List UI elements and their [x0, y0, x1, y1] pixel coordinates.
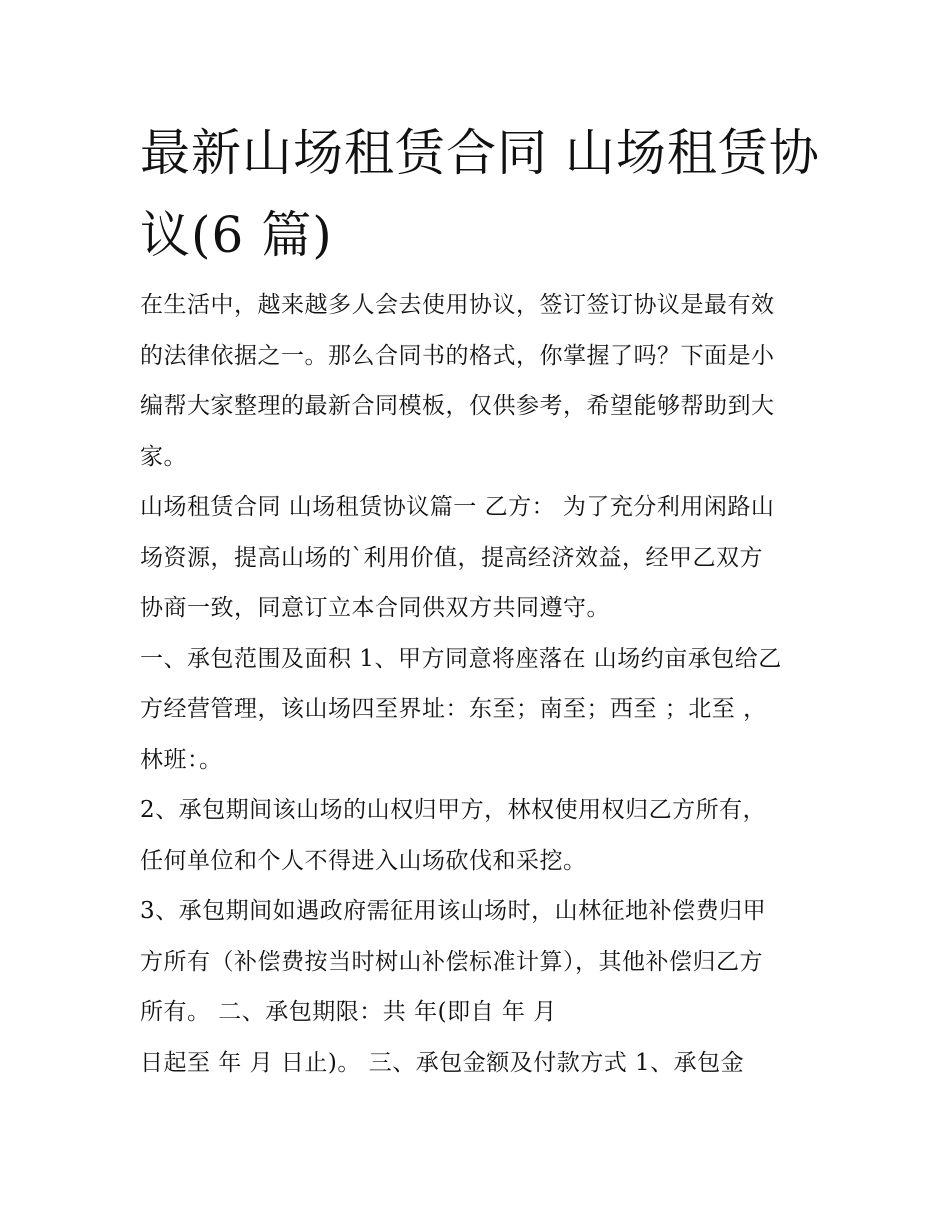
document-body — [140, 280, 820, 1088]
body-line: 林班：。 — [140, 746, 223, 773]
body-line: 2、承包期间该山场的山权归甲方，林权使用权归乙方所有， — [140, 797, 767, 823]
body-line: 所有。 二、承包期限：共 年(即自 年 月 — [140, 999, 557, 1025]
body-line: 日起至 年 月 日止)。 三、承包金额及付款方式 1、承包金 — [140, 1049, 745, 1076]
body-line: 3、承包期间如遇政府需征用该山场时，山林征地补偿费归甲 — [140, 898, 767, 924]
title-line: 最新山场租赁合同 山场租赁协 — [140, 124, 820, 182]
body-line: 在生活中，越来越多人会去使用协议，签订签订协议是最有效 — [140, 292, 775, 318]
body-line: 方经营管理，该山场四至界址：东至；南至；西至 ；北至 ， — [140, 696, 767, 722]
body-line: 一、承包范围及面积 1、甲方同意将座落在 山场约亩承包给乙 — [140, 645, 782, 672]
body-line: 任何单位和个人不得进入山场砍伐和采挖。 — [140, 847, 587, 874]
document-title — [140, 112, 820, 276]
body-line: 家。 — [140, 443, 187, 470]
body-line: 编帮大家整理的最新合同模板，仅供参考，希望能够帮助到大 — [140, 393, 775, 419]
body-line: 场资源，提高山场的`利用价值，提高经济效益，经甲乙双方 — [140, 544, 763, 571]
title-line: 议(6 篇) — [140, 206, 333, 264]
body-line: 协商一致，同意订立本合同供双方共同遵守。 — [140, 595, 610, 621]
body-line: 山场租赁合同 山场租赁协议篇一 乙方： 为了充分利用闲路山 — [140, 494, 775, 520]
body-line: 的法律依据之一。那么合同书的格式，你掌握了吗？下面是小 — [140, 342, 775, 369]
body-line: 方所有（补偿费按当时树山补偿标准计算），其他补偿归乙方 — [140, 948, 763, 975]
